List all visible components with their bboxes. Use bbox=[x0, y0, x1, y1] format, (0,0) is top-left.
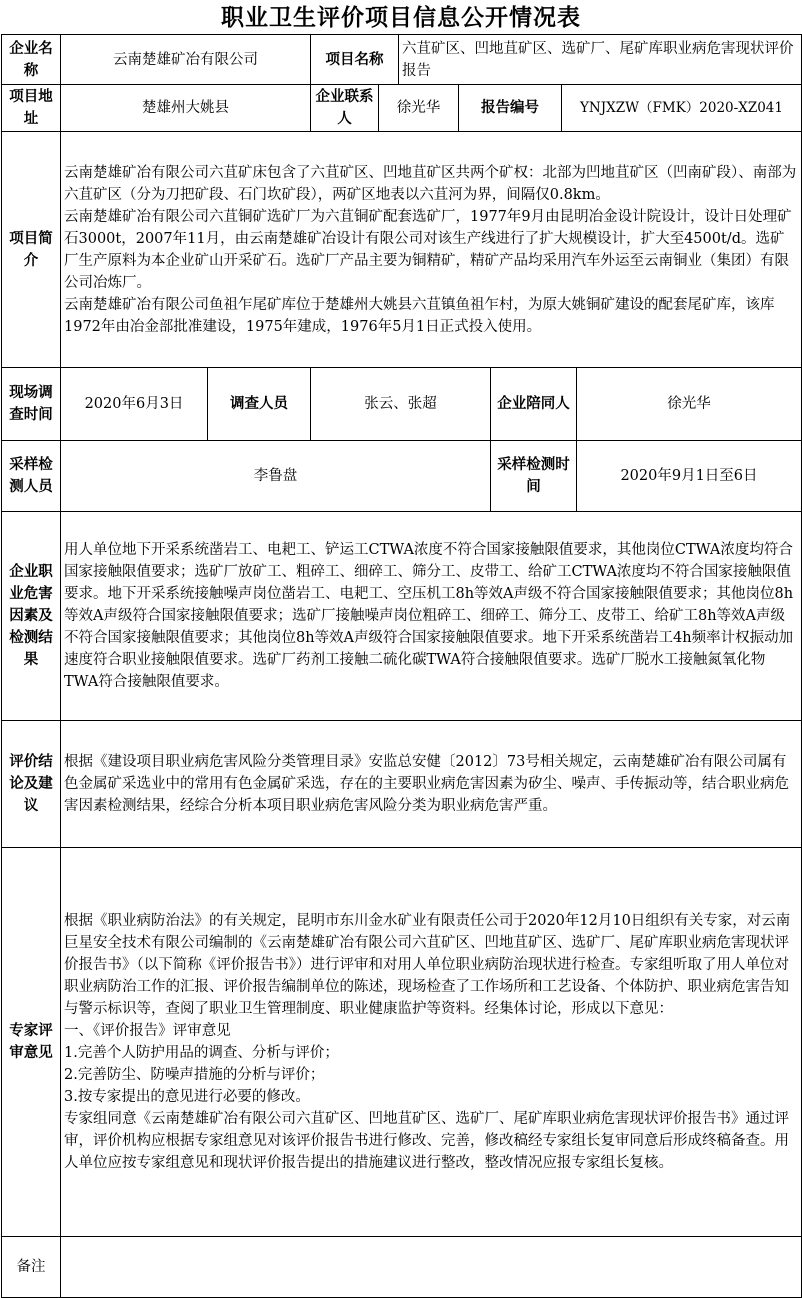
value-project-intro bbox=[61, 132, 802, 368]
value-company-escort: 徐光华 bbox=[577, 368, 802, 441]
expert-item: 3.按专家提出的意见进行必要的修改。 bbox=[64, 1089, 310, 1105]
value-hazard-results: 用人单位地下开采系统凿岩工、电耙工、铲运工CTWA浓度不符合国家接触限值要求，其他岗位CTWA浓度均符合国家接触限值要求；选矿厂放矿工、粗碎工、细碎工、筛分工、皮带工、给矿工CTWA浓度均不符合国家接触限值要求。地下开采系统接触噪声岗位凿岩工、电耙工、空压机工8h等效A声级不符合国家接触限值要求；其他岗位8h等效A声级符合国家接触限值要求；选矿厂接触噪声岗位粗碎工、细碎工、筛分工、皮带工、给矿工8h等效A声级不符合国家接触限值要求；其他岗位8h等效A声级符合国家接触限值要求。地下开采系统凿岩工4h频率计权振动加速度符合职业接触限值要求。选矿厂药剂工接触二硫化碳TWA符合接触限值要求。选矿厂脱水工接触氮氧化物TWA符合接触限值要求。 bbox=[61, 512, 802, 721]
intro-paragraph: 云南楚雄矿冶有限公司六苴铜矿选矿厂为六苴铜矿配套选矿厂，1977年9月由昆明冶金设计院设计，设计日处理矿石3000t，2007年11月，由云南楚雄矿冶设计有限公司对该生产线进行了扩大规模设计，扩大至4500t/d。选矿厂生产原料为本企业矿山开采矿石。选矿厂产品主要为铜精矿，精矿产品均采用汽车外运至云南铜业（集团）有限公司冶炼厂。 bbox=[64, 208, 792, 291]
expert-item: 2.完善防尘、防噪声措施的分析与评价； bbox=[64, 1067, 325, 1083]
row-expert-opinion bbox=[2, 848, 802, 1237]
label-project-intro: 项目简介 bbox=[2, 132, 61, 368]
expert-heading: 一、《评价报告》评审意见 bbox=[64, 1023, 231, 1039]
label-investigators: 调查人员 bbox=[208, 368, 311, 441]
row-sampling bbox=[2, 441, 802, 512]
value-remarks bbox=[61, 1237, 802, 1298]
form-title: 职业卫生评价项目信息公开情况表 bbox=[221, 5, 581, 31]
value-project-name: 六苴矿区、凹地苴矿区、选矿厂、尾矿库职业病危害现状评价报告 bbox=[399, 35, 802, 85]
value-expert-opinion bbox=[61, 848, 802, 1237]
row-conclusion bbox=[2, 721, 802, 848]
value-project-address: 楚雄州大姚县 bbox=[61, 85, 311, 132]
expert-paragraph: 专家组同意《云南楚雄矿冶有限公司六苴矿区、凹地苴矿区、选矿厂、尾矿库职业病危害现状评价报告书》通过评审，评价机构应根据专家组意见对该评价报告书进行修改、完善，修改稿经专家组长复审同意后形成终稿备查。用人单位应按专家组意见和现状评价报告提出的措施建议进行整改，整改情况应报专家组长复核。 bbox=[64, 1111, 789, 1171]
row-company bbox=[2, 35, 802, 85]
label-company-escort: 企业陪同人 bbox=[491, 368, 577, 441]
value-survey-time: 2020年6月3日 bbox=[61, 368, 208, 441]
label-project-address: 项目地址 bbox=[2, 85, 61, 132]
value-investigators: 张云、张超 bbox=[311, 368, 491, 441]
value-conclusion: 根据《建设项目职业病危害风险分类管理目录》安监总安健〔2012〕73号相关规定，云南楚雄矿冶有限公司属有色金属矿采选业中的常用有色金属矿采选，存在的主要职业病危害因素为矽尘、噪声、手传振动等，结合职业病危害因素检测结果，经综合分析本项目职业病危害风险分类为职业病危害严重。 bbox=[61, 721, 802, 848]
label-report-number: 报告编号 bbox=[459, 85, 562, 132]
label-conclusion: 评价结论及建议 bbox=[2, 721, 61, 848]
expert-paragraph: 根据《职业病防治法》的有关规定，昆明市东川金水矿业有限责任公司于2020年12月10日组织有关专家，对云南巨星安全技术有限公司编制的《云南楚雄矿冶有限公司六苴矿区、凹地苴矿区、选矿厂、尾矿库职业病危害现状评价报告书》（以下简称《评价报告书》）进行评审和对用人单位职业病防治现状进行检查。专家组听取了用人单位对职业病防治工作的汇报、评价报告编制单位的陈述，现场检查了工作场所和工艺设备、个体防护、职业病危害告知与警示标识等，查阅了职业卫生管理制度、职业健康监护等资料。经集体讨论，形成以下意见： bbox=[64, 913, 791, 1017]
expert-item: 1.完善个人防护用品的调查、分析与评价； bbox=[64, 1045, 339, 1061]
label-expert-opinion: 专家评审意见 bbox=[2, 848, 61, 1237]
label-sampling-time: 采样检测时间 bbox=[491, 441, 577, 512]
label-project-name: 项目名称 bbox=[311, 35, 399, 85]
label-company-contact: 企业联系人 bbox=[311, 85, 379, 132]
intro-paragraph: 云南楚雄矿冶有限公司六苴矿床包含了六苴矿区、凹地苴矿区共两个矿权：北部为凹地苴矿区（凹南矿段）、南部为六苴矿区（分为刀把矿段、石门坎矿段），两矿区地表以六苴河为界，间隔仅0.8km。 bbox=[64, 164, 797, 203]
value-company-contact: 徐光华 bbox=[379, 85, 459, 132]
label-hazard-results: 企业职业危害因素及检测结果 bbox=[2, 512, 61, 721]
row-survey bbox=[2, 368, 802, 441]
value-report-number: YNJXZW（FMK）2020-XZ041 bbox=[562, 85, 802, 132]
label-remarks: 备注 bbox=[2, 1237, 61, 1298]
label-company-name: 企业名称 bbox=[2, 35, 61, 85]
row-remarks bbox=[2, 1237, 802, 1298]
row-project-intro bbox=[2, 132, 802, 368]
value-sampling-time: 2020年9月1日至6日 bbox=[577, 441, 802, 512]
value-company-name: 云南楚雄矿冶有限公司 bbox=[61, 35, 311, 85]
label-survey-time: 现场调查时间 bbox=[2, 368, 61, 441]
value-sampling-staff: 李鲁盘 bbox=[61, 441, 491, 512]
row-address bbox=[2, 85, 802, 132]
intro-paragraph: 云南楚雄矿冶有限公司鱼祖乍尾矿库位于楚雄州大姚县六苴镇鱼祖乍村，为原大姚铜矿建设的配套尾矿库，该库1972年由冶金部批准建设，1975年建成，1976年5月1日正式投入使用。 bbox=[64, 296, 775, 335]
label-sampling-staff: 采样检测人员 bbox=[2, 441, 61, 512]
disclosure-table bbox=[1, 34, 802, 1298]
row-hazard-results bbox=[2, 512, 802, 721]
